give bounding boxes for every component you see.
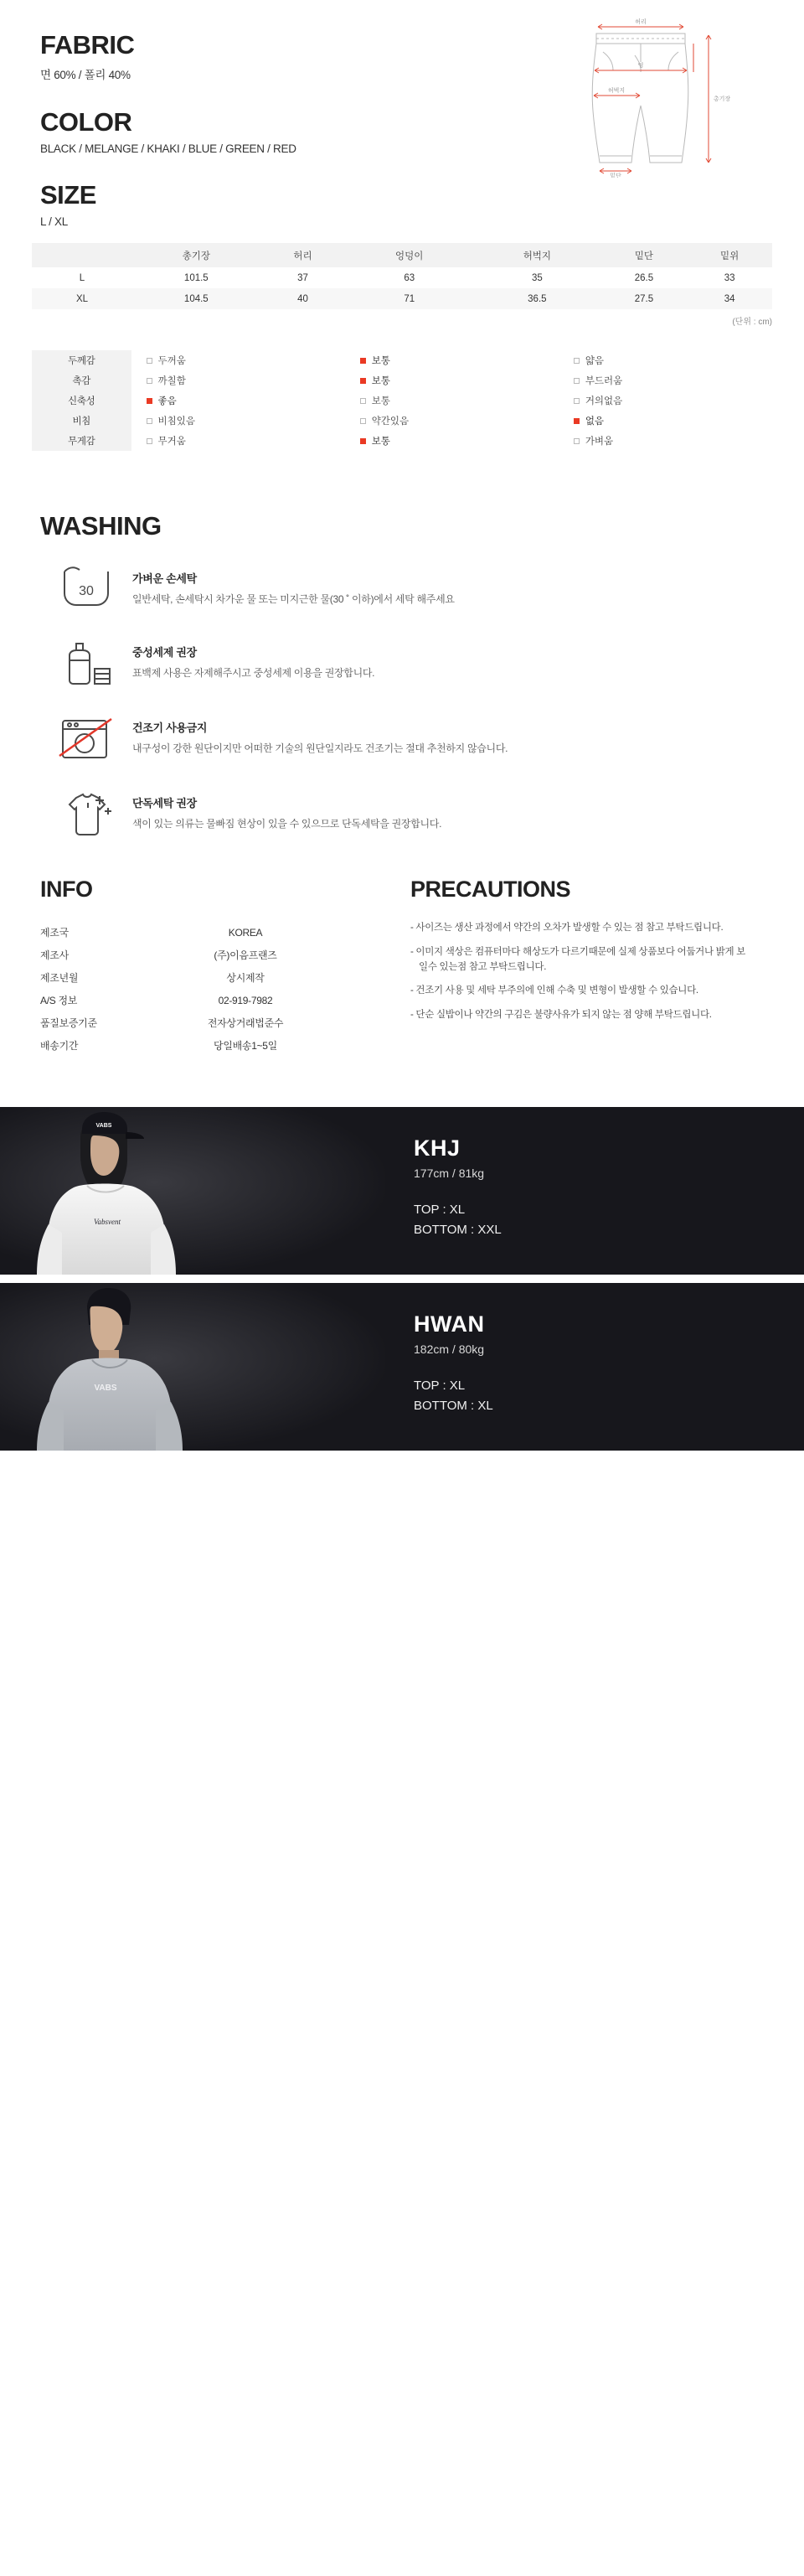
model-top-size: TOP : XL xyxy=(414,1203,466,1217)
size-th-2: 허리 xyxy=(260,243,346,267)
matrix-opt-label: 비침있음 xyxy=(157,416,195,427)
color-value: BLACK / MELANGE / KHAKI / BLUE / GREEN / RED xyxy=(40,142,296,155)
size-th-5: 밑단 xyxy=(601,243,688,267)
matrix-opt-label: 보통 xyxy=(371,376,390,386)
checkbox-icon[interactable] xyxy=(574,358,580,364)
size-unit-note: (단위 : cm) xyxy=(732,318,772,327)
size-th-1: 총기장 xyxy=(132,243,260,267)
list-item: - 사이즈는 생산 과정에서 약간의 오차가 발생할 수 있는 점 참고 부탁드립니다. xyxy=(410,923,724,933)
spec-section xyxy=(0,0,804,228)
size-l-hem: 26.5 xyxy=(601,267,688,288)
size-l-waist: 37 xyxy=(260,267,346,288)
washing-item-desc: 내구성이 강한 원단이지만 어떠한 기술의 원단일지라도 건조기는 절대 추천하지 않습니다. xyxy=(132,742,508,754)
size-xl-hem: 27.5 xyxy=(601,288,688,309)
info-row xyxy=(40,944,342,966)
matrix-opt-heavy[interactable] xyxy=(131,431,345,451)
matrix-opt-label: 약간있음 xyxy=(371,416,410,427)
illus-label-total-length: 총기장 xyxy=(713,96,731,102)
color-heading: COLOR xyxy=(40,107,132,137)
matrix-row-touch xyxy=(32,370,772,391)
matrix-opt-label: 까칠함 xyxy=(157,376,186,386)
matrix-opt-label: 좋음 xyxy=(157,396,177,406)
model-photo-khj xyxy=(0,1107,385,1275)
model-photo-hwan xyxy=(0,1283,385,1451)
checkbox-checked-icon[interactable] xyxy=(360,438,366,444)
size-xl-waist: 40 xyxy=(260,288,346,309)
matrix-opt-label: 두꺼움 xyxy=(157,356,186,366)
size-l-thigh: 35 xyxy=(473,267,601,288)
info-key: A/S 정보 xyxy=(40,995,78,1006)
checkbox-checked-icon[interactable] xyxy=(574,418,580,424)
washing-item-hand-wash xyxy=(40,565,764,610)
illus-label-hip: 엉 xyxy=(637,63,644,69)
size-value: L / XL xyxy=(40,215,68,228)
matrix-opt-light[interactable] xyxy=(559,431,772,451)
info-table xyxy=(40,921,342,1057)
size-th-3: 엉덩이 xyxy=(345,243,473,267)
washing-item-desc: 색이 있는 의류는 물빠짐 현상이 있을 수 있으므로 단독세탁을 권장합니다. xyxy=(132,818,442,830)
sweatshirt-logo-text: VABS xyxy=(94,1384,117,1393)
washing-item-title: 가벼운 손세탁 xyxy=(132,572,197,585)
pants-measurement-illustration xyxy=(561,18,754,178)
table-row xyxy=(32,267,772,288)
checkbox-icon[interactable] xyxy=(574,378,580,384)
checkbox-icon[interactable] xyxy=(147,358,152,364)
matrix-opt-label: 무거움 xyxy=(157,437,186,447)
info-value: 02-919-7982 xyxy=(218,994,273,1006)
info-value: KOREA xyxy=(228,926,263,939)
matrix-label-weight: 무게감 xyxy=(32,431,131,451)
model-name: HWAN xyxy=(414,1311,485,1337)
washing-section xyxy=(0,511,804,838)
matrix-opt-label: 부드러움 xyxy=(585,376,623,386)
info-row xyxy=(40,921,342,944)
info-row xyxy=(40,966,342,989)
washing-heading: WASHING xyxy=(40,511,162,541)
wash-temp-value: 30 xyxy=(79,584,94,598)
matrix-opt-label: 보통 xyxy=(371,396,390,406)
matrix-opt-soft[interactable] xyxy=(559,370,772,391)
matrix-label-touch: 촉감 xyxy=(32,370,131,391)
table-header-row xyxy=(32,243,772,267)
matrix-opt-normal[interactable] xyxy=(345,370,559,391)
matrix-row-weight xyxy=(32,431,772,451)
list-item: - 이미지 색상은 컴퓨터마다 해상도가 다르기때문에 실제 상품보다 어둡거나 밝게 보일수 있는점 참고 부탁드립니다. xyxy=(410,946,745,972)
sweatshirt-logo-text: Vabsvent xyxy=(94,1218,121,1226)
illus-label-thigh: 허벅지 xyxy=(607,88,626,94)
fabric-heading: FABRIC xyxy=(40,30,135,59)
size-row-label-xl: XL xyxy=(32,288,132,309)
washing-item-title: 건조기 사용금지 xyxy=(132,722,208,734)
wash-separately-icon xyxy=(40,789,132,838)
model-name: KHJ xyxy=(414,1135,461,1161)
info-heading: INFO xyxy=(40,877,93,902)
info-row xyxy=(40,1034,342,1057)
matrix-row-transparency xyxy=(32,411,772,431)
checkbox-icon[interactable] xyxy=(360,418,366,424)
checkbox-checked-icon[interactable] xyxy=(360,358,366,364)
size-table-section xyxy=(0,243,804,327)
size-xl-thigh: 36.5 xyxy=(473,288,601,309)
matrix-opt-label: 보통 xyxy=(371,356,390,366)
matrix-opt-label: 없음 xyxy=(585,416,605,427)
model-card-khj xyxy=(0,1107,804,1275)
matrix-opt-sheer[interactable] xyxy=(131,411,345,431)
info-row xyxy=(40,989,342,1011)
washing-item-wash-separately xyxy=(40,789,764,838)
size-l-total: 101.5 xyxy=(132,267,260,288)
washing-item-desc: 표백제 사용은 자제해주시고 중성세제 이용을 권장합니다. xyxy=(132,667,375,679)
table-row xyxy=(32,288,772,309)
model-info-khj xyxy=(385,1107,804,1275)
model-measurements: 182cm / 80kg xyxy=(414,1342,485,1356)
matrix-opt-good[interactable] xyxy=(131,391,345,411)
model-card-hwan xyxy=(0,1283,804,1451)
checkbox-icon[interactable] xyxy=(574,438,580,444)
matrix-opt-thin[interactable] xyxy=(559,350,772,370)
matrix-opt-normal[interactable] xyxy=(345,391,559,411)
precautions-column xyxy=(400,877,752,1057)
matrix-opt-label: 얇음 xyxy=(585,356,605,366)
info-value: (주)이음프랜즈 xyxy=(214,949,277,961)
matrix-row-thickness xyxy=(32,350,772,370)
info-key: 배송기간 xyxy=(40,1040,79,1052)
size-th-6: 밑위 xyxy=(687,243,772,267)
washing-item-title: 단독세탁 권장 xyxy=(132,797,197,810)
matrix-row-elasticity xyxy=(32,391,772,411)
illus-label-hem: 밑단 xyxy=(610,173,621,178)
matrix-opt-label: 가벼움 xyxy=(585,437,614,447)
matrix-label-thickness: 두께감 xyxy=(32,350,131,370)
size-table xyxy=(32,243,772,309)
size-th-0 xyxy=(32,243,132,267)
cap-logo-text: VABS xyxy=(95,1123,112,1129)
fabric-value: 면 60% / 폴리 40% xyxy=(40,69,131,81)
matrix-label-elasticity: 신축성 xyxy=(32,391,131,411)
checkbox-icon[interactable] xyxy=(147,438,152,444)
matrix-opt-slight[interactable] xyxy=(345,411,559,431)
size-th-4: 허벅지 xyxy=(473,243,601,267)
texture-matrix xyxy=(32,350,772,451)
model-fit-section xyxy=(0,1107,804,1451)
matrix-opt-label: 거의없음 xyxy=(585,396,623,406)
model-bottom-size: BOTTOM : XL xyxy=(414,1399,493,1413)
checkbox-icon[interactable] xyxy=(147,418,152,424)
checkbox-checked-icon[interactable] xyxy=(360,378,366,384)
checkbox-icon[interactable] xyxy=(147,378,152,384)
info-key: 제조사 xyxy=(40,949,69,961)
size-xl-hip: 71 xyxy=(345,288,473,309)
info-key: 제조년월 xyxy=(40,972,79,984)
matrix-opt-none[interactable] xyxy=(559,391,772,411)
info-value: 당일배송1~5일 xyxy=(214,1040,277,1052)
model-info-hwan xyxy=(385,1283,804,1451)
washing-item-no-tumble-dry xyxy=(40,714,764,761)
precautions-heading: PRECAUTIONS xyxy=(410,877,571,902)
info-key: 제조국 xyxy=(40,927,69,939)
info-precautions-section xyxy=(0,877,804,1057)
checkbox-checked-icon[interactable] xyxy=(147,398,152,404)
size-xl-rise: 34 xyxy=(687,288,772,309)
neutral-detergent-icon xyxy=(40,639,132,685)
size-l-rise: 33 xyxy=(687,267,772,288)
list-item: - 건조기 사용 및 세탁 부주의에 인해 수축 및 변형이 발생할 수 있습니다. xyxy=(410,985,698,996)
model-bottom-size: BOTTOM : XXL xyxy=(414,1223,502,1237)
checkbox-icon[interactable] xyxy=(574,398,580,404)
matrix-opt-rough[interactable] xyxy=(131,370,345,391)
size-heading: SIZE xyxy=(40,180,96,209)
checkbox-icon[interactable] xyxy=(360,398,366,404)
info-value: 상시제작 xyxy=(226,972,265,984)
info-row xyxy=(40,1011,342,1034)
matrix-opt-normal[interactable] xyxy=(345,431,559,451)
hand-wash-30-icon xyxy=(40,565,132,610)
matrix-opt-none[interactable] xyxy=(559,411,772,431)
matrix-opt-normal[interactable] xyxy=(345,350,559,370)
model-top-size: TOP : XL xyxy=(414,1379,466,1393)
info-value: 전자상거래법준수 xyxy=(207,1017,284,1029)
washing-item-title: 중성세제 권장 xyxy=(132,646,197,659)
illus-label-waist: 허리 xyxy=(635,19,647,25)
matrix-label-transparency: 비침 xyxy=(32,411,131,431)
size-xl-total: 104.5 xyxy=(132,288,260,309)
info-column xyxy=(40,877,400,1057)
matrix-opt-label: 보통 xyxy=(371,437,390,447)
precautions-list xyxy=(410,921,752,1023)
spec-text-block xyxy=(40,30,492,228)
texture-matrix-section xyxy=(0,350,804,451)
matrix-opt-thick[interactable] xyxy=(131,350,345,370)
size-l-hip: 63 xyxy=(345,267,473,288)
info-key: 품질보증기준 xyxy=(40,1017,97,1029)
list-item: - 단순 실밥이나 약간의 구김은 불량사유가 되지 않는 점 양해 부탁드립니다. xyxy=(410,1010,712,1021)
size-row-label-l: L xyxy=(32,267,132,288)
washing-item-neutral-detergent xyxy=(40,639,764,685)
no-tumble-dry-icon xyxy=(40,714,132,761)
model-measurements: 177cm / 81kg xyxy=(414,1166,485,1180)
washing-item-desc: 일반세탁, 손세탁시 차가운 물 또는 미지근한 물(30 ˚ 이하)에서 세탁 해주세요 xyxy=(132,593,455,605)
